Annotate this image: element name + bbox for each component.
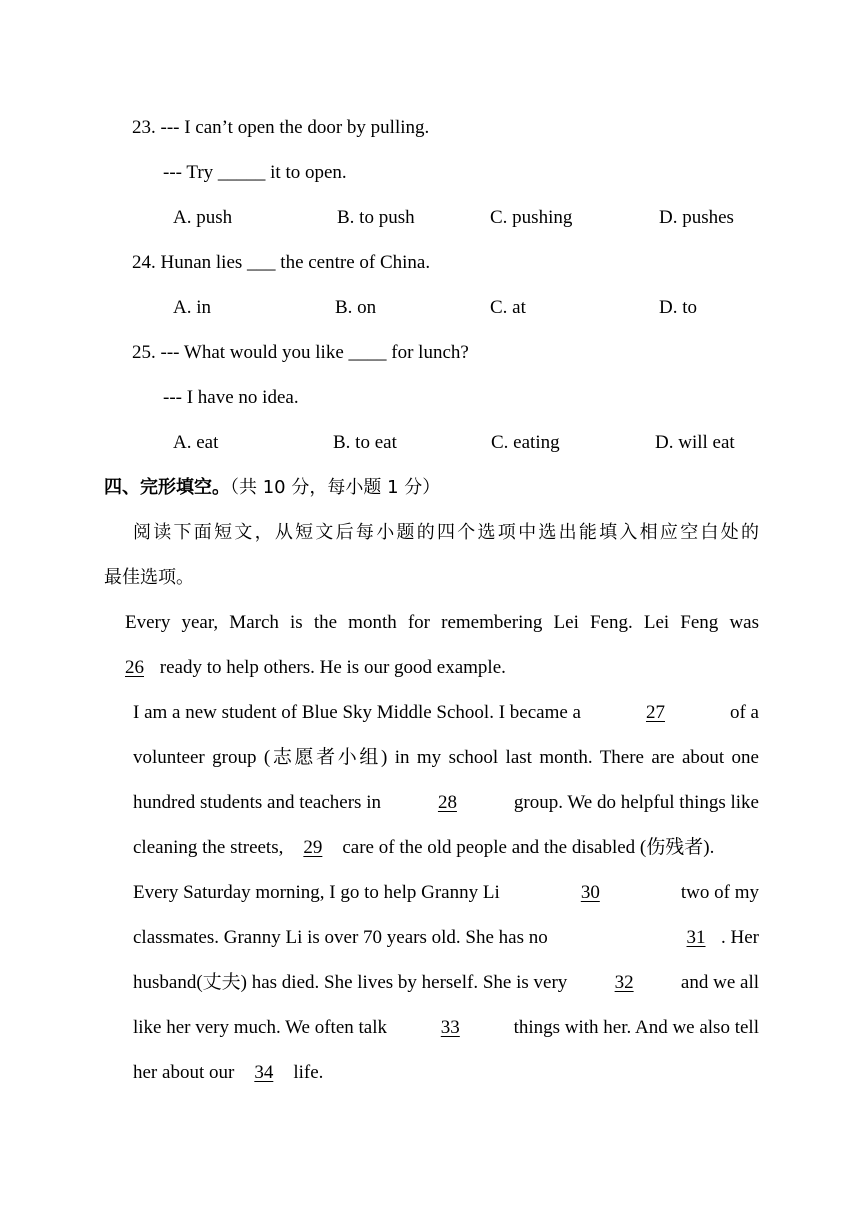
q24-option-a: A. in <box>173 297 211 318</box>
blank-34: 34 <box>254 1062 274 1083</box>
blank-26: 26 <box>125 657 144 678</box>
q24-option-d: D. to <box>659 297 697 318</box>
question-25-response: --- I have no idea. <box>163 387 299 408</box>
q25-option-b: B. to eat <box>333 432 397 453</box>
passage-p3-line4 <box>133 1016 759 1040</box>
blank-31: 31 <box>686 927 706 948</box>
q24-option-c: C. at <box>490 297 526 318</box>
passage-p2-line4 <box>133 836 714 860</box>
blank-33: 33 <box>440 1017 460 1038</box>
blank-29: 29 <box>303 837 323 858</box>
q23-option-b: B. to push <box>337 207 415 228</box>
blank-30: 30 <box>580 882 600 903</box>
question-24-stem: 24. Hunan lies ___ the centre of China. <box>132 252 431 273</box>
passage-p2-line1-text-a: I am a new student of Blue Sky Middle School. I became a <box>133 702 581 723</box>
passage-p3-line3-text-a: husband(丈夫) has died. She lives by herself. She is very <box>133 972 568 993</box>
section-title: 四、完形填空。 <box>104 477 230 498</box>
passage-p3-line4-text-a: like her very much. We often talk <box>133 1017 388 1038</box>
passage-p2-line4-text-a: cleaning the streets, <box>133 837 284 858</box>
passage-p3-line3 <box>133 971 759 995</box>
q23-option-d: D. pushes <box>659 207 734 228</box>
passage-p1-line2 <box>125 656 506 680</box>
passage-p1-line1: Every year, March is the month for remembering Lei Feng. Lei Feng was <box>125 612 759 633</box>
passage-p3-line2-text-a: classmates. Granny Li is over 70 years old. She has no <box>133 927 548 948</box>
passage-p2-line2: volunteer group (志愿者小组) in my school last month. There are about one <box>133 747 759 768</box>
blank-32: 32 <box>614 972 634 993</box>
passage-p3-line1-text-a: Every Saturday morning, I go to help Granny Li <box>133 882 500 903</box>
question-23-stem: 23. --- I can’t open the door by pulling. <box>132 117 430 138</box>
q24-option-b: B. on <box>335 297 377 318</box>
passage-p3-line2-text-b: . Her <box>721 927 759 948</box>
passage-p2-line3-text-b: group. We do helpful things like <box>513 792 759 813</box>
section-heading <box>104 476 440 500</box>
passage-p3-line5-text-b: life. <box>293 1062 324 1083</box>
q25-option-c: C. eating <box>491 432 560 453</box>
passage-p3-line1 <box>133 881 759 905</box>
blank-27: 27 <box>645 702 665 723</box>
question-23-response: --- Try _____ it to open. <box>163 162 347 183</box>
instruction-line-2: 最佳选项。 <box>104 567 194 588</box>
q23-option-c: C. pushing <box>490 207 573 228</box>
passage-p3-line3-text-b: and we all <box>680 972 759 993</box>
q25-option-d: D. will eat <box>655 432 735 453</box>
section-score-note: （共 10 分，每小题 1 分） <box>230 477 441 498</box>
question-25-stem: 25. --- What would you like ____ for lunch? <box>132 342 469 363</box>
passage-p3-line2 <box>133 926 759 950</box>
instruction-line-1: 阅读下面短文，从短文后每小题的四个选项中选出能填入相应空白处的 <box>133 522 759 543</box>
q25-option-a: A. eat <box>173 432 219 453</box>
passage-p2-line3 <box>133 791 759 815</box>
blank-28: 28 <box>437 792 457 813</box>
passage-p3-line1-text-b: two of my <box>680 882 759 903</box>
q23-option-a: A. push <box>173 207 233 228</box>
passage-p2-line4-text-b: care of the old people and the disabled (伤残者). <box>342 837 715 858</box>
passage-p2-line1-text-b: of a <box>729 702 759 723</box>
passage-p3-line4-text-b: things with her. And we also tell <box>513 1017 759 1038</box>
passage-p1-line2-text: ready to help others. He is our good example. <box>159 657 506 678</box>
passage-p2-line3-text-a: hundred students and teachers in <box>133 792 381 813</box>
passage-p3-line2-tail <box>671 926 759 950</box>
passage-p3-line5-text-a: her about our <box>133 1062 235 1083</box>
passage-p3-line5 <box>133 1061 323 1085</box>
passage-p2-line1 <box>133 701 759 725</box>
